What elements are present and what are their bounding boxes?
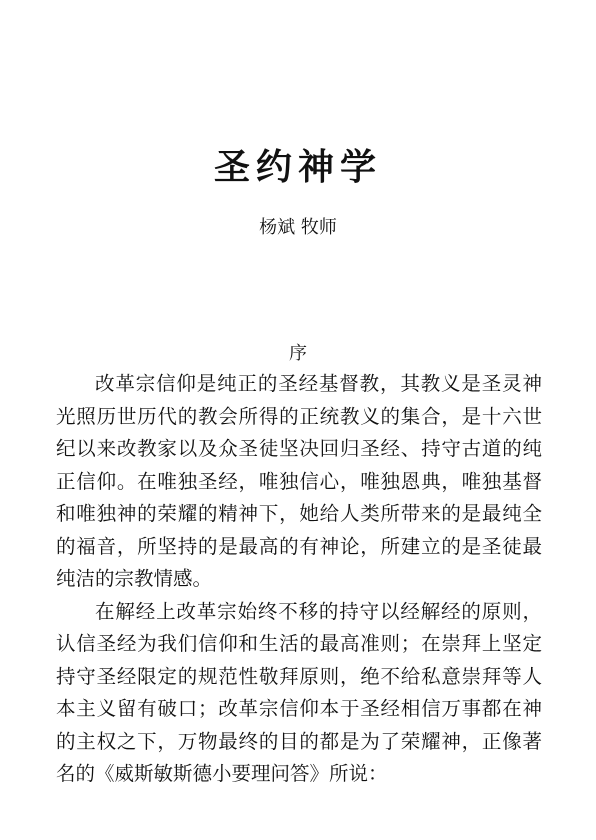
section-heading: 序 (289, 343, 307, 364)
author-line: 杨斌 牧师 (259, 217, 337, 238)
paragraph: 改革宗信仰是纯正的圣经基督教，其教义是圣灵神光照历世历代的教会所得的正统教义的集合，是十六世纪以来改教家以及众圣徒坚决回归圣经、持守古道的纯正信仰。在唯独圣经，唯独信心，唯独恩典，唯独基督和唯独神的荣耀的精神下，她给人类所带来的是最纯全的福音，所坚持的是最高的有神论，所建立的是圣徒最纯洁的宗教情感。 (56, 372, 542, 590)
body-text (56, 368, 542, 791)
document-title: 圣约神学 (213, 147, 382, 188)
paragraph: 在解经上改革宗始终不移的持守以经解经的原则，认信圣经为我们信仰和生活的最高准则；在崇拜上坚定持守圣经限定的规范性敬拜原则，绝不给私意崇拜等人本主义留有破口；改革宗信仰本于圣经相信万事都在神的主权之下，万物最终的目的都是为了荣耀神，正像著名的《威斯敏斯德小要理问答》所说： (56, 599, 542, 785)
